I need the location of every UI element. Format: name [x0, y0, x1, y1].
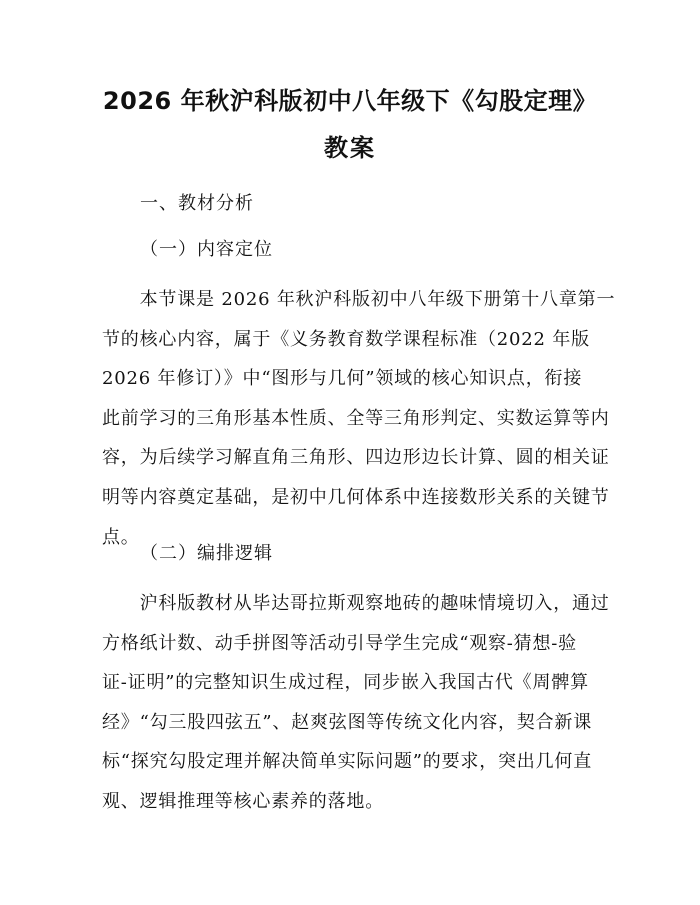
section-heading-teaching-material-analysis: 一、教材分析 [140, 193, 254, 214]
paragraph-line: 沪科版教材从毕达哥拉斯观察地砖的趣味情境切入，通过 [102, 593, 610, 614]
document-title-line-1: 2026 年秋沪科版初中八年级下《勾股定理》 [102, 87, 598, 115]
paragraph-line: 标“探究勾股定理并解决简单实际问题”的要求，突出几何直 [102, 751, 593, 773]
document-title-line-2: 教案 [324, 134, 376, 162]
paragraph-line: 本节课是 2026 年秋沪科版初中八年级下册第十八章第一 [102, 289, 616, 310]
subsection-heading-arrangement-logic: （二）编排逻辑 [140, 543, 273, 564]
paragraph-content-positioning [102, 280, 616, 557]
paragraph-line: 经》“勾三股四弦五”、赵爽弦图等传统文化内容，契合新课 [102, 711, 593, 733]
paragraph-line: 节的核心内容，属于《义务教育数学课程标准（2022 年版 [102, 328, 590, 350]
paragraph-line: 2026 年修订）》中“图形与几何”领域的核心知识点，衔接 [102, 368, 583, 390]
paragraph-line: 明等内容奠定基础，是初中几何体系中连接数形关系的关键节 [102, 486, 610, 508]
paragraph-line: 点。 [102, 526, 140, 548]
paragraph-line: 容，为后续学习解直角三角形、四边形边长计算、圆的相关证 [102, 447, 610, 469]
subsection-heading-content-positioning: （一）内容定位 [140, 239, 273, 260]
paragraph-line: 证-证明”的完整知识生成过程，同步嵌入我国古代《周髀算 [102, 672, 589, 694]
paragraph-line: 方格纸计数、动手拼图等活动引导学生完成“观察-猜想-验 [102, 632, 577, 654]
paragraph-line: 此前学习的三角形基本性质、全等三角形判定、实数运算等内 [102, 407, 610, 429]
paragraph-arrangement-logic [102, 584, 610, 822]
paragraph-line: 观、逻辑推理等核心素养的落地。 [102, 790, 384, 812]
